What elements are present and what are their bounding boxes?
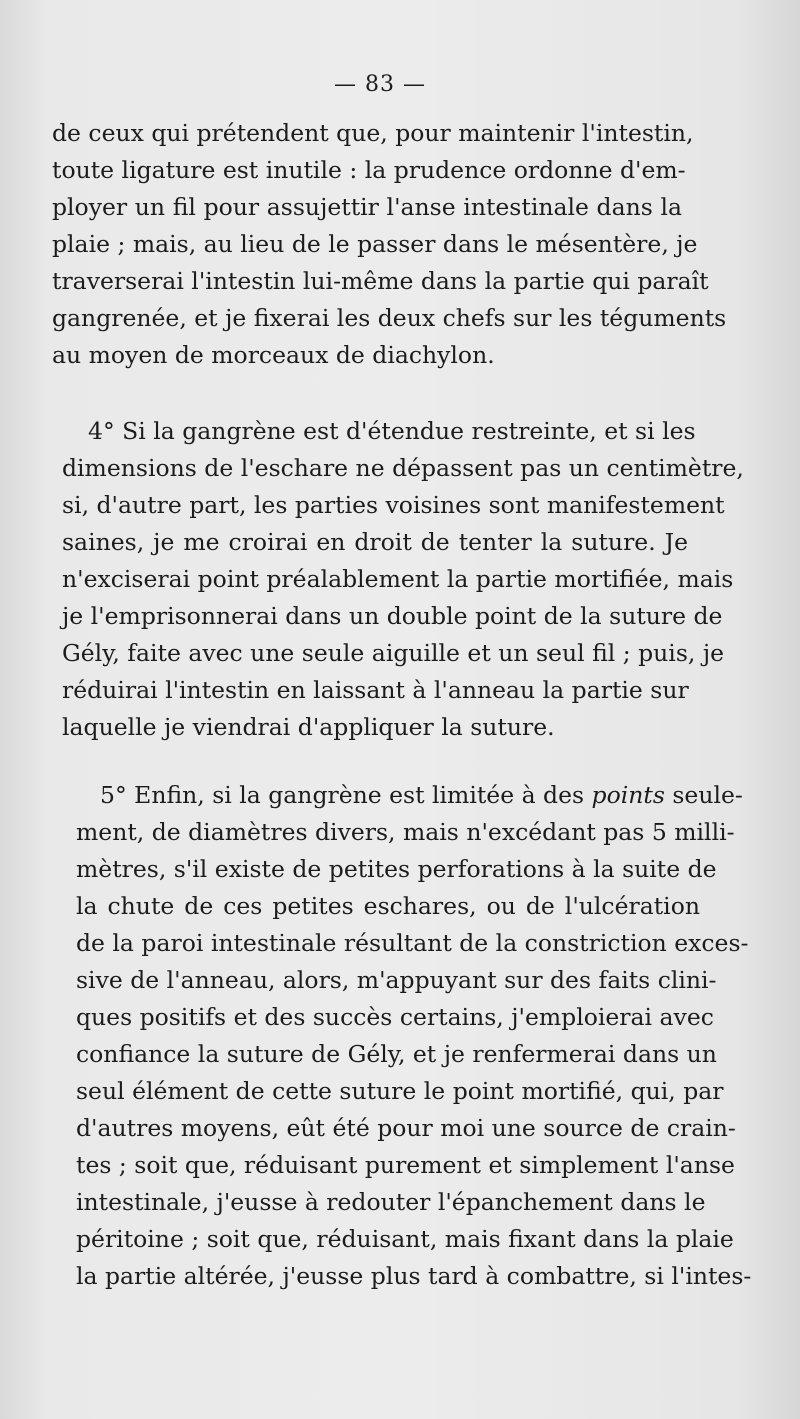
text-line: de la paroi intestinale résultant de la constriction exces-	[76, 929, 749, 957]
text-line: péritoine ; soit que, réduisant, mais fixant dans la plaie	[76, 1225, 734, 1253]
text-line: ployer un fil pour assujettir l'anse intestinale dans la	[52, 193, 682, 221]
paragraph-first-line: 4° Si la gangrène est d'étendue restreinte, et si les	[88, 417, 696, 445]
text-line: de ceux qui prétendent que, pour maintenir l'intestin,	[52, 119, 694, 147]
text-line: dimensions de l'eschare ne dépassent pas un centimètre,	[62, 454, 744, 482]
text-line: saines, je me croirai en droit de tenter la suture. Je	[62, 528, 688, 556]
text-line: au moyen de morceaux de diachylon.	[52, 341, 495, 369]
text-line: plaie ; mais, au lieu de le passer dans le mésentère, je	[52, 230, 698, 258]
text-line: la partie altérée, j'eusse plus tard à combattre, si l'intes-	[76, 1262, 752, 1290]
paragraph-first-line: 5° Enfin, si la gangrène est limitée à des points seule-	[100, 781, 743, 809]
italic-word: points	[591, 781, 665, 809]
text-line: ques positifs et des succès certains, j'emploierai avec	[76, 1003, 714, 1031]
text-line: la chute de ces petites eschares, ou de l'ulcération	[76, 892, 700, 920]
text-line: laquelle je viendrai d'appliquer la suture.	[62, 713, 555, 741]
text-line: toute ligature est inutile : la prudence ordonne d'em-	[52, 156, 686, 184]
text-line: mètres, s'il existe de petites perforations à la suite de	[76, 855, 717, 883]
text-line: si, d'autre part, les parties voisines sont manifestement	[62, 491, 725, 519]
page-number: — 83 —	[334, 72, 426, 97]
text-line: je l'emprisonnerai dans un double point de la suture de	[62, 602, 723, 630]
text-line: réduirai l'intestin en laissant à l'anneau la partie sur	[62, 676, 689, 704]
text-line: ment, de diamètres divers, mais n'excédant pas 5 milli-	[76, 818, 735, 846]
text-line: tes ; soit que, réduisant purement et simplement l'anse	[76, 1151, 735, 1179]
text-line: Gély, faite avec une seule aiguille et un seul fil ; puis, je	[62, 639, 725, 667]
text-line: confiance la suture de Gély, et je renfermerai dans un	[76, 1040, 717, 1068]
text-line: d'autres moyens, eût été pour moi une source de crain-	[76, 1114, 736, 1142]
text-line: intestinale, j'eusse à redouter l'épanchement dans le	[76, 1188, 706, 1216]
text-line: seul élément de cette suture le point mortifié, qui, par	[76, 1077, 724, 1105]
text-line: gangrenée, et je fixerai les deux chefs sur les téguments	[52, 304, 727, 332]
text-line: sive de l'anneau, alors, m'appuyant sur des faits clini-	[76, 966, 717, 994]
text-line: n'exciserai point préalablement la partie mortifiée, mais	[62, 565, 734, 593]
text-line: traverserai l'intestin lui-même dans la partie qui paraît	[52, 267, 709, 295]
